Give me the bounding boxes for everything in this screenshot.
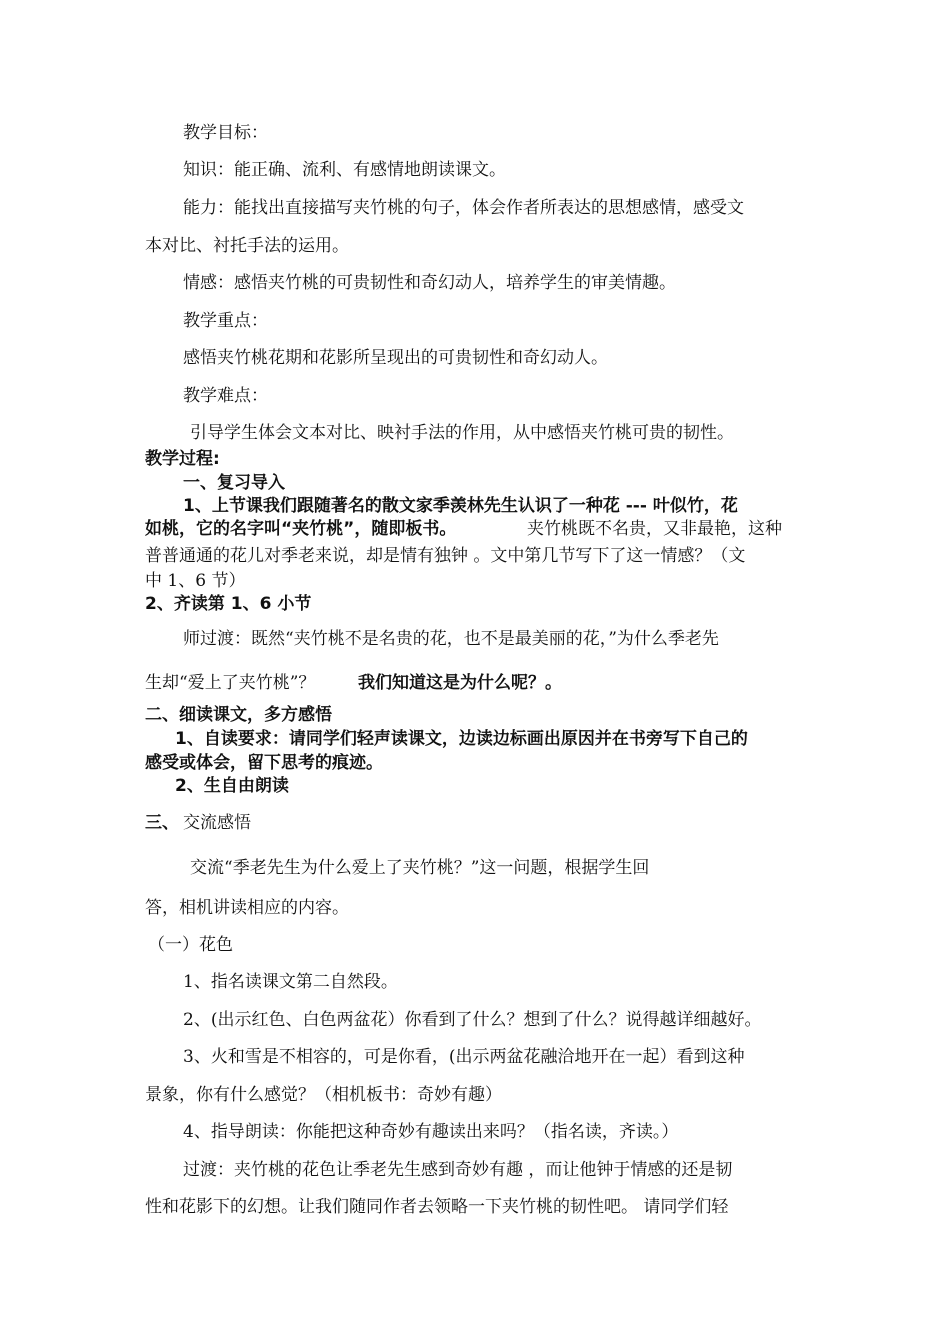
color-step-1: 1、指名读课文第二自然段。 bbox=[183, 972, 398, 992]
color-step-3: 3、火和雪是不相容的，可是你看，(出示两盆花融洽地开在一起）看到这种 bbox=[183, 1047, 745, 1067]
color-step-4: 4、指导朗读：你能把这种奇妙有趣读出来吗？（指名读，齐读。） bbox=[183, 1122, 679, 1142]
color-step-3-cont: 景象，你有什么感觉？（相机板书：奇妙有趣） bbox=[145, 1085, 502, 1105]
subsection-flower-color: （一）花色 bbox=[148, 935, 233, 955]
review-step-2: 2、齐读第 1、6 小节 bbox=[145, 594, 312, 614]
heading-teaching-goals: 教学目标： bbox=[183, 123, 268, 143]
difficulties-text: 引导学生体会文本对比、映衬手法的作用，从中感悟夹竹桃可贵的韧性。 bbox=[190, 423, 734, 443]
goal-ability: 能力：能找出直接描写夹竹桃的句子，体会作者所表达的思想感情，感受文 bbox=[183, 198, 744, 218]
section-review: 一、复习导入 bbox=[183, 473, 285, 493]
exchange-text: 交流“季老先生为什么爱上了夹竹桃？”这一问题，根据学生回 bbox=[190, 858, 650, 878]
close-reading-step-2: 2、生自由朗读 bbox=[175, 776, 289, 796]
exchange-text-cont: 答，相机讲读相应的内容。 bbox=[145, 898, 349, 918]
close-reading-step-1-cont: 感受或体会，留下思考的痕迹。 bbox=[145, 753, 383, 773]
color-step-2: 2、(出示红色、白色两盆花）你看到了什么？想到了什么？说得越详细越好。 bbox=[183, 1010, 762, 1030]
review-step-1-note: 夹竹桃既不名贵，又非最艳，这种 bbox=[527, 519, 782, 539]
review-step-1: 1、上节课我们跟随著名的散文家季羡林先生认识了一种花 --- 叶似竹，花 bbox=[183, 496, 738, 516]
review-step-1-note-cont: 普普通通的花儿对季老来说，却是情有独钟 。文中第几节写下了这一情感？（文 bbox=[145, 546, 746, 566]
transition-2: 过渡：夹竹桃的花色让季老先生感到奇妙有趣 ，而让他钟于情感的还是韧 bbox=[183, 1160, 733, 1180]
transition-1: 师过渡：既然“夹竹桃不是名贵的花，也不是最美丽的花，”为什么季老先 bbox=[183, 629, 719, 649]
review-step-1-cont: 如桃，它的名字叫“夹竹桃”，随即板书。 bbox=[145, 519, 457, 539]
goal-emotion: 情感：感悟夹竹桃的可贵韧性和奇幻动人，培养学生的审美情趣。 bbox=[183, 273, 676, 293]
section-close-reading: 二、细读课文，多方感悟 bbox=[145, 705, 332, 725]
key-points-text: 感悟夹竹桃花期和花影所呈现出的可贵韧性和奇幻动人。 bbox=[183, 348, 608, 368]
transition-2-cont: 性和花影下的幻想。让我们随同作者去领略一下夹竹桃的韧性吧。 请同学们轻 bbox=[145, 1197, 729, 1217]
heading-process: 教学过程: bbox=[145, 449, 220, 469]
heading-key-points: 教学重点： bbox=[183, 311, 268, 331]
heading-difficulties: 教学难点： bbox=[183, 386, 268, 406]
close-reading-step-1: 1、自读要求：请同学们轻声读课文，边读边标画出原因并在书旁写下自己的 bbox=[175, 729, 748, 749]
section-three-title: 交流感悟 bbox=[183, 813, 251, 833]
transition-1-cont: 生却“爱上了夹竹桃”？ bbox=[145, 673, 316, 693]
transition-1-question: 我们知道这是为什么呢？。 bbox=[358, 673, 562, 693]
review-step-1-note-end: 中 1、6 节） bbox=[145, 571, 246, 591]
goal-knowledge: 知识：能正确、流利、有感情地朗读课文。 bbox=[183, 160, 506, 180]
goal-ability-cont: 本对比、衬托手法的运用。 bbox=[145, 236, 349, 256]
section-three-number: 三、 bbox=[145, 813, 179, 833]
